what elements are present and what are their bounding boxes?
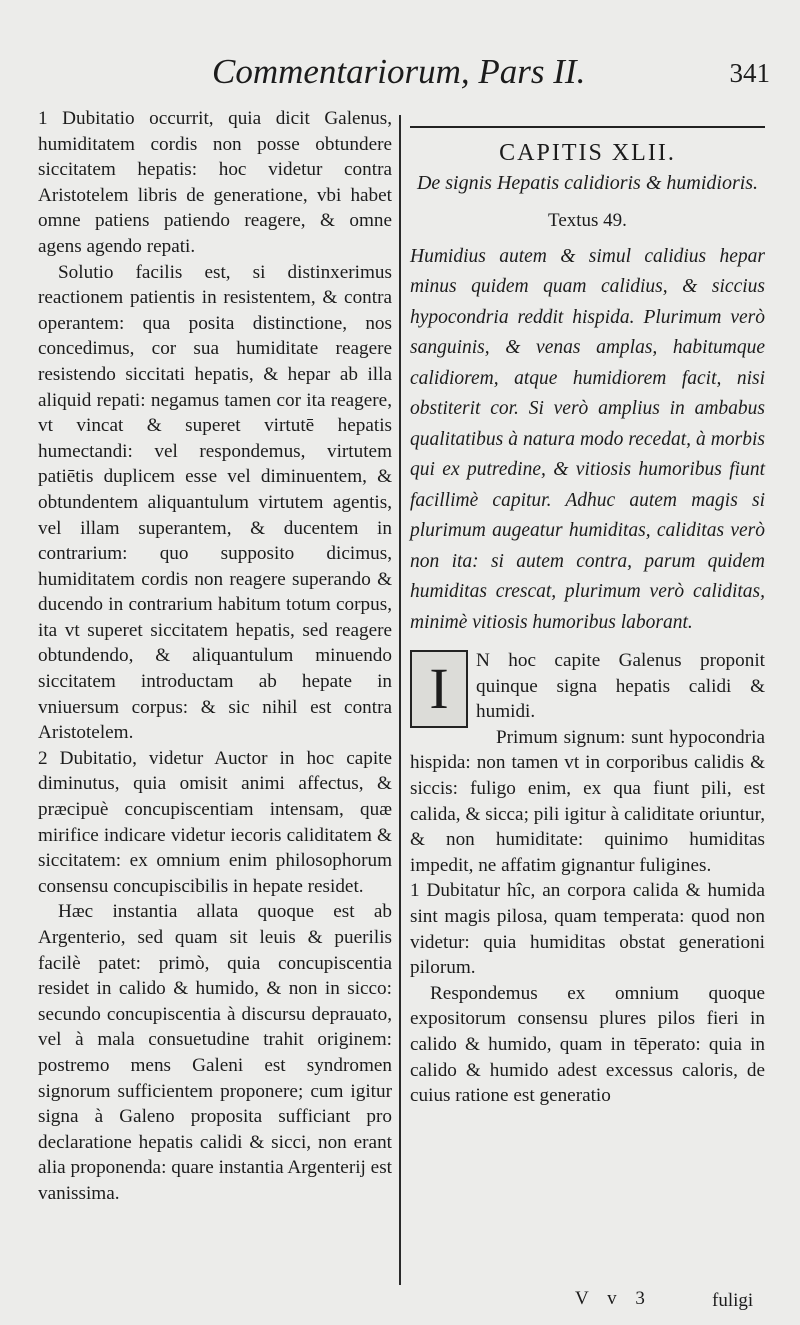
catchword: fuligi <box>712 1290 754 1311</box>
paragraph-dubitatur: 1 Dubitatur hîc, an corpora calida & humida sint magis pilosa, quam temperata: quod non videtur: quia humiditas obstat generationi pilorum. <box>410 880 765 979</box>
paragraph-primum-signum: Primum signum: sunt hypocondria hispida: non tamen vt in corporibus calidis & siccis: fuligo enim, ex qua fiunt pili, est calida, & sicca; pili igitur à caliditate oriuntur, & non humiditate: quinimo humiditas impedit, ne affatim gignantur fuligines. <box>410 726 765 876</box>
page-number: 341 <box>729 58 770 88</box>
paragraph-dubitatio-1: 1 Dubitatio occurrit, quia dicit Galenus, humiditatem cordis non posse obtundere siccitatem hepatis: hoc videtur contra Aristotelem libris de generatione, vbi habet omne patiens patiendo reagere, & omne agens agendo repati. <box>38 108 392 257</box>
chapter-title: CAPITIS XLII. <box>499 140 676 166</box>
page-header <box>0 52 800 102</box>
paragraph-respondemus: Respondemus ex omnium quoque expositorum consensu plures pilos fieri in calido & humido, quam in tēperato: quia in calido & humido adest excessus caloris, de cuius ratione est generatio <box>410 982 765 1107</box>
signature-mark: V v 3 <box>575 1288 645 1309</box>
column-divider <box>399 115 401 1285</box>
dropcap-initial: I <box>410 650 468 728</box>
commentary <box>410 648 765 1109</box>
right-column <box>410 126 765 1109</box>
paragraph-solutio: Solutio facilis est, si distinxerimus reactionem patientis in resistentem, & contra operantem: qua posita distinctione, nos concedimus, cor sua humiditate reagere resistendo siccitati hepatis, & hepar ab illa aliquid repati: negamus tamen cor ita reagere, vt vincat & superet virtutē hepatis humectandi: vel respondemus, virtutem patiētis duplicem esse vel diminuentem, & obtundentem aliquantulum virtutem agentis, vel illam superantem, & ducentem in contrarium: quo supposito dicimus, humiditatem cordis non reagere superando & ducendo in contrarium habitum totum corpus, ita vt superet siccitatem hepatis, sed reagere obtundendo, & aliquantulum minuendo siccitatem introductam ab hepate in vniuersum corpus: & sic nihil est contra Aristotelem. <box>38 261 392 744</box>
paragraph-dubitatio-2: 2 Dubitatio, videtur Auctor in hoc capite diminutus, quia omisit animi affectus, & præcipuè concupiscentiam intensam, quæ mirifice indicare videtur iecoris caliditatem & siccitatem: ex omnium enim philosophorum consensu concupiscibilis in hepate residet. <box>38 747 392 897</box>
commentary-intro: N hoc capite Galenus proponit quinque signa hepatis calidi & humidi. <box>476 650 765 723</box>
running-head: Commentariorum, Pars II. <box>212 52 586 91</box>
paragraph-instantia: Hæc instantia allata quoque est ab Argenterio, sed quam sit leuis & puerilis facilè patet: primò, quia concupiscentia residet in calido & humido, & non in sicco: secundo concupiscentia à discursu deprauato, vel à mala consuetudine trahit originem: postremo mens Galeni est syndromen signorum sufficientem proponere; cum igitur signa à Galeno proposita sufficiant pro declaratione hepatis calidi & sicci, non erant alia proponenda: quare instantia Argenterij est vanissima. <box>38 901 392 1204</box>
left-column <box>38 106 392 1207</box>
chapter-subtitle: De signis Hepatis calidioris & humidioris. <box>416 172 759 194</box>
textus-label: Textus 49. <box>548 210 627 231</box>
textus-body: Humidius autem & simul calidius hepar minus quidem quam calidius, & siccius hypocondria reddit hispida. Plurimum verò sanguinis, & venas amplas, habitumque calidiorem, atque humidiorem facit, nisi obstiterit cor. Si verò amplius in ambabus qualitatibus à natura modo recedat, à morbis qui ex putredine, & vitiosis humoribus fiunt facillimè capitur. Adhuc autem magis si plurimum augeatur humiditas, caliditas verò non ita: si autem contra, parum quidem humiditas crescat, plurimum verò caliditas, minimè vitiosis humoribus laborant. <box>410 245 765 633</box>
header-rule <box>410 126 765 128</box>
